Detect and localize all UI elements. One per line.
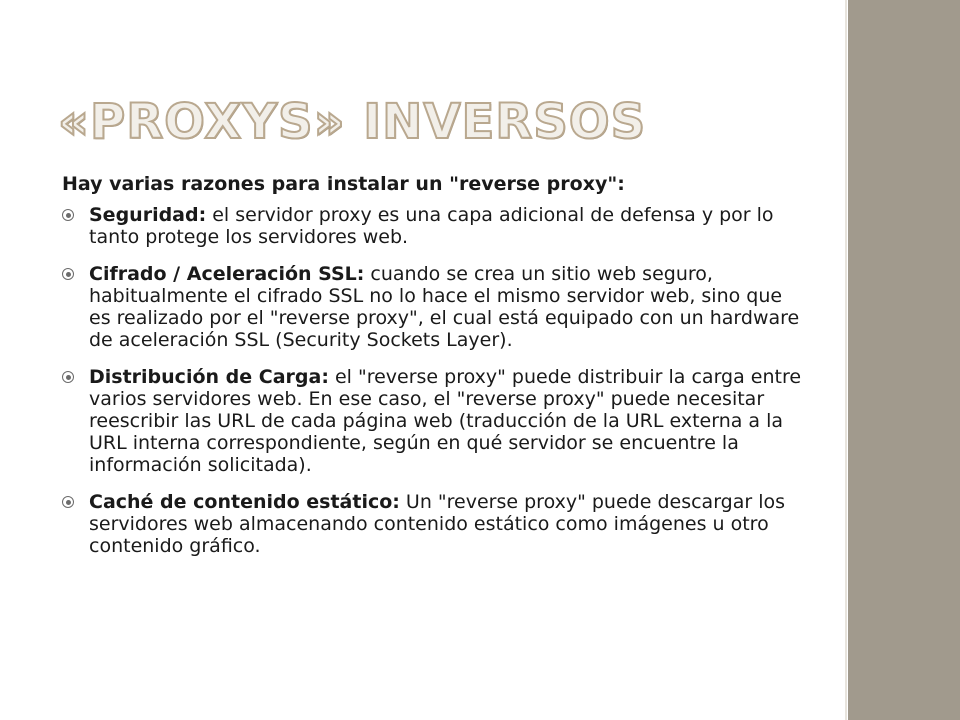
side-band-divider <box>845 0 847 720</box>
bullet-item-cache-contenido <box>62 491 802 557</box>
bullet-term: Seguridad: <box>89 204 207 226</box>
side-decorative-band <box>848 0 960 720</box>
bullet-term: Cifrado / Aceleración SSL: <box>89 263 365 285</box>
slide-content <box>62 172 802 572</box>
circled-dot-bullet-icon <box>62 209 74 221</box>
bullet-item-distribucion-carga <box>62 366 802 476</box>
bullet-text: cuando se crea un sitio web seguro, habitualmente el cifrado SSL no lo hace el mismo servidor web, sino que es realizado por el "reverse proxy", el cual está equipado con un hardware de aceleración SSL (Security Sockets Layer). <box>89 263 800 351</box>
circled-dot-bullet-icon <box>62 496 74 508</box>
circled-dot-bullet-icon <box>62 268 74 280</box>
slide-intro: Hay varias razones para instalar un "reverse proxy": <box>62 173 625 195</box>
bullet-text: el servidor proxy es una capa adicional de defensa y por lo tanto protege los servidores web. <box>89 204 774 248</box>
bullet-term: Caché de contenido estático: <box>89 491 400 513</box>
bullet-text: Un "reverse proxy" puede descargar los servidores web almacenando contenido estático como imágenes u otro contenido gráfico. <box>89 491 786 557</box>
slide-title: «PROXYS» INVERSOS <box>58 94 647 150</box>
bullet-text: el "reverse proxy" puede distribuir la carga entre varios servidores web. En ese caso, el "reverse proxy" puede necesitar reescribir las URL de cada página web (traducción de la URL externa a la URL interna correspondiente, según en qué servidor se encuentre la información solicitada). <box>89 366 802 476</box>
bullet-list <box>62 204 802 557</box>
bullet-item-cifrado-ssl <box>62 263 802 351</box>
bullet-item-seguridad <box>62 204 802 248</box>
bullet-term: Distribución de Carga: <box>89 366 329 388</box>
circled-dot-bullet-icon <box>62 371 74 383</box>
